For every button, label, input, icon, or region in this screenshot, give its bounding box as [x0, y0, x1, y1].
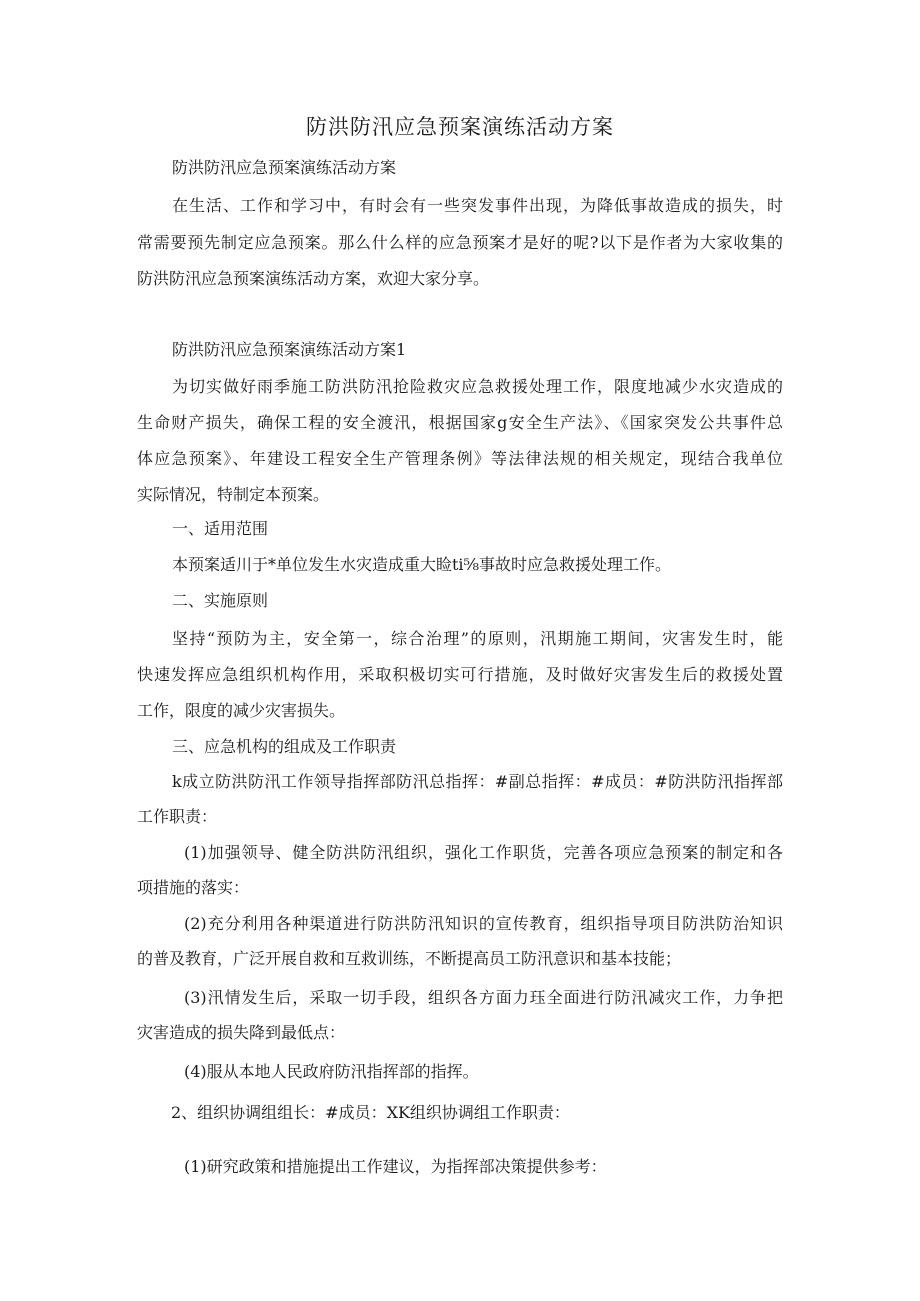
- paragraph-line: 体应急预案》、年建设工程安全生产管理条例》等法律法规的相关规定，现结合我单位: [137, 449, 783, 468]
- paragraph-line: 工作，限度的减少灾害损失。: [137, 701, 346, 720]
- document-subtitle: 防洪防汛应急预案演练活动方案: [172, 158, 397, 177]
- section-heading: 防洪防汛应急预案演练活动方案1: [172, 340, 407, 359]
- paragraph-line: 生命财产损失，确保工程的安全渡汛，根据国家g安全生产法》、《国家突发公共事件总: [137, 413, 783, 432]
- heading-principle: 二、实施原则: [172, 591, 269, 610]
- scope-text: 本预案适川于*单位发生水灾造成重大睑ti⅝事故时应急救援处理工作。: [172, 555, 672, 574]
- duty-item: 项措施的落实：: [137, 878, 250, 897]
- duty-item: (4)服从本地人民政府防汛指挥部的指挥。: [184, 1062, 479, 1081]
- duty-item: 的普及教育，广泛开展自救和互救训练，不断提高员工防汛意识和基本技能；: [137, 949, 682, 968]
- paragraph-line: 实际情况，特制定本预案。: [137, 485, 330, 504]
- paragraph-line: 坚持“预防为主，安全第一，综合治理”的原则，汛期施工期间，灾害发生时，能: [172, 629, 783, 648]
- heading-scope: 一、适用范围: [172, 519, 269, 538]
- intro-line: 常需要预先制定应急预案。那么什么样的应急预案才是好的呢?以下是作者为大家收集的: [137, 233, 783, 252]
- intro-line: 在生活、工作和学习中，有时会有一些突发事件出现，为降低事故造成的损失，时: [172, 196, 783, 215]
- coordination-item: (1)研究政策和措施提出工作建议，为指挥部决策提供参考：: [184, 1157, 607, 1176]
- paragraph-line: 工作职责：: [137, 807, 218, 826]
- paragraph-line: 为切实做好雨季施工防洪防汛抢险救灾应急救援处理工作，限度地减少水灾造成的: [172, 377, 783, 396]
- paragraph-line: k成立防洪防汛工作领导指挥部防汛总指挥：#副总指挥：#成员：#防洪防汛指挥部: [172, 772, 783, 791]
- coordination-heading: 2、组织协调组组长：#成员：XK组织协调组工作职责：: [171, 1103, 570, 1122]
- duty-item: (3)汛情发生后，采取一切手段，组织各方面力珏全面进行防汛减灾工作，力争把: [184, 988, 783, 1007]
- duty-item: 灾害造成的损失降到最低点：: [137, 1023, 346, 1042]
- paragraph-line: 快速发挥应急组织机构作用，采取积极切实可行措施，及时做好灾害发生后的救援处置: [137, 665, 783, 684]
- intro-line: 防洪防汛应急预案演练活动方案，欢迎大家分享。: [137, 269, 490, 288]
- heading-organization: 三、应急机构的组成及工作职责: [172, 737, 397, 756]
- duty-item: (2)充分利用各种渠道进行防洪防汛知识的宣传教育，组织指导项目防洪防治知识: [184, 914, 783, 933]
- document-title: 防洪防汛应急预案演练活动方案: [306, 115, 614, 139]
- duty-item: (1)加强领导、健全防洪防汛组织，强化工作职货，完善各项应急预案的制定和各: [184, 843, 783, 862]
